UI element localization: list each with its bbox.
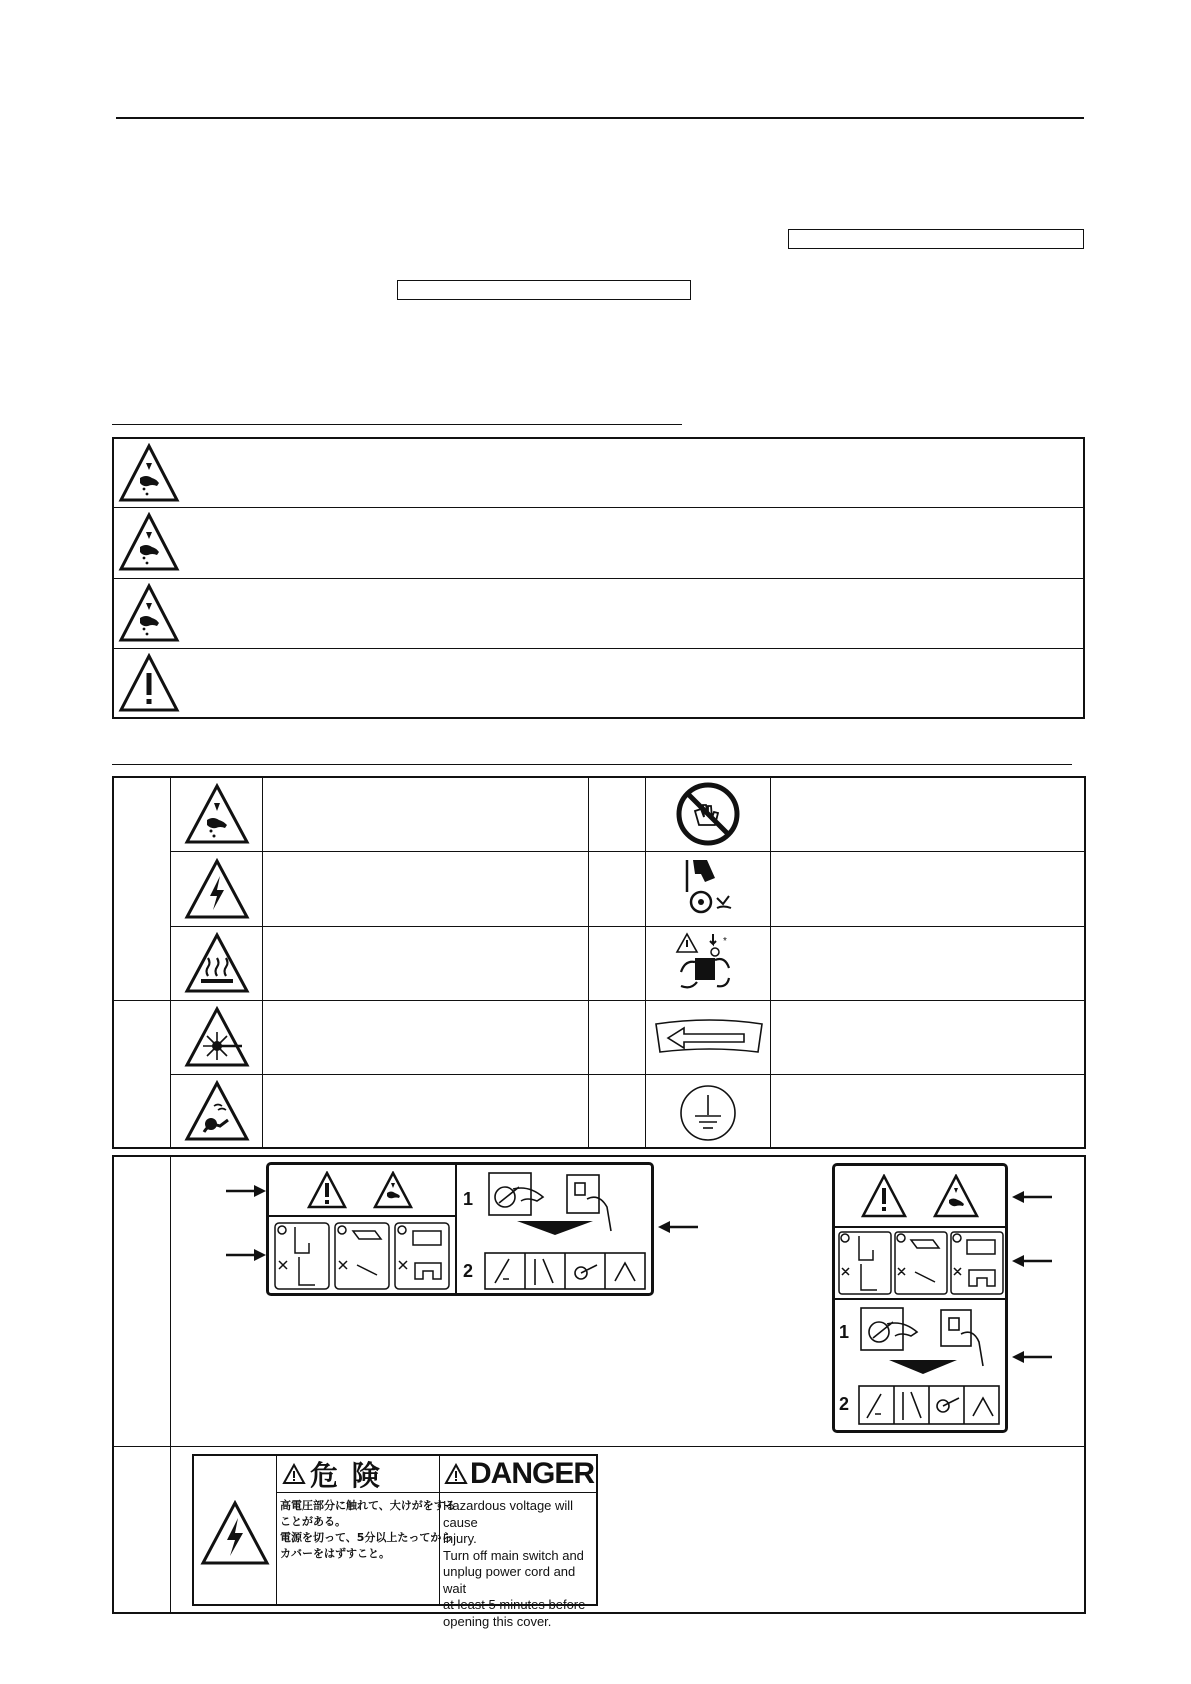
warning-label-horizontal: [266, 1162, 654, 1296]
hand-injury-icon: [373, 1171, 413, 1209]
hand-injury-icon: [184, 783, 250, 845]
pointer-arrow: [1012, 1255, 1052, 1267]
thread-tool-illustrations: [857, 1384, 1003, 1426]
direction-arrow-icon: [654, 1016, 764, 1056]
caution-exclamation-icon: [307, 1171, 347, 1209]
reference-box-2: [397, 280, 691, 300]
step-1-number: 1: [839, 1322, 850, 1342]
needle-caution-icon: [675, 930, 741, 996]
step-1-number: 1: [463, 1189, 474, 1209]
danger-en-text: Hazardous voltage will cause injury. Turn off main switch and unplug power cord and wait at least 5 minutes before opening this cover.: [443, 1498, 586, 1629]
section-1-underline: [112, 424, 682, 425]
hand-injury-icon: [118, 443, 180, 503]
no-hand-icon: [675, 781, 741, 847]
danger-jp-header: [282, 1458, 382, 1490]
signal-word-table: [112, 437, 1085, 719]
caution-exclamation-icon: [861, 1174, 907, 1218]
pointer-arrow: [226, 1249, 266, 1261]
electric-shock-icon: [184, 858, 250, 920]
ok-ng-illustrations: [837, 1230, 1005, 1296]
hand-injury-icon: [118, 512, 180, 572]
danger-jp-text: 高電圧部分に触れて、大けがをする ことがある。 電源を切って、5分以上たってから カバーをはずすこと。: [280, 1499, 456, 1560]
step-2-number: 2: [463, 1261, 474, 1281]
warning-label-vertical: [832, 1163, 1008, 1433]
pointer-arrow: [658, 1221, 698, 1233]
step-2-number: 2: [839, 1394, 850, 1414]
ground-icon: [677, 1083, 739, 1143]
reference-box-1: [788, 229, 1084, 249]
ok-ng-illustrations: [273, 1221, 451, 1291]
top-rule: [116, 117, 1084, 119]
section-2-underline: [112, 764, 1072, 765]
pointer-arrow: [226, 1185, 266, 1197]
pointer-arrow: [1012, 1191, 1052, 1203]
power-switch-illustration: [483, 1169, 643, 1239]
hand-injury-icon: [118, 583, 180, 643]
power-switch-illustration: [857, 1304, 1001, 1378]
pointer-arrow: [1012, 1351, 1052, 1363]
electric-shock-icon: [200, 1500, 270, 1566]
hot-surface-icon: [184, 932, 250, 994]
danger-label: [192, 1454, 598, 1629]
entanglement-icon: [184, 1080, 250, 1142]
symbol-table: [112, 776, 1086, 1149]
thread-tool-illustrations: [483, 1251, 649, 1291]
laser-icon: [184, 1006, 250, 1068]
danger-en-header: [444, 1458, 594, 1490]
danger-en-title: DANGER: [470, 1457, 595, 1490]
caution-exclamation-icon: [118, 653, 180, 713]
hand-injury-icon: [933, 1174, 979, 1218]
svg-text:*: *: [723, 936, 727, 947]
warning-triangle-icon: [444, 1463, 468, 1485]
pinch-roller-icon: [677, 856, 739, 922]
label-table: [112, 1155, 1086, 1629]
danger-jp-title: 危 険: [310, 1459, 382, 1492]
warning-triangle-icon: [282, 1463, 306, 1485]
